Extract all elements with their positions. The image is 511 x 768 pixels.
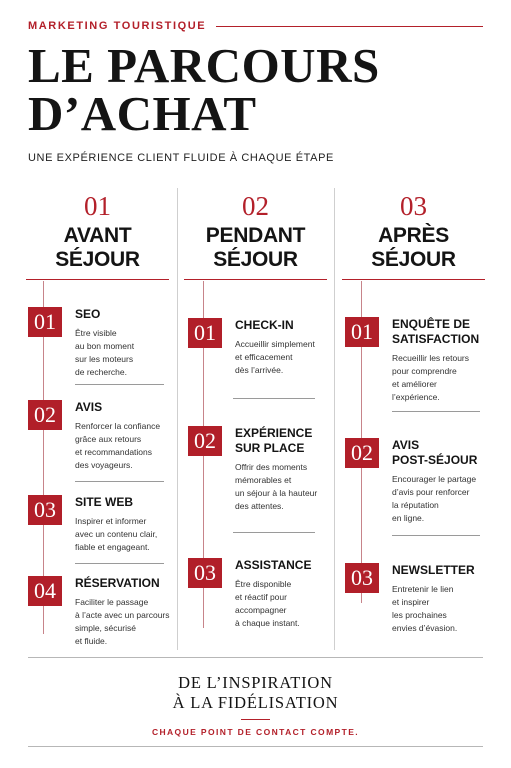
step-title xyxy=(75,307,175,322)
step-title-line: POST-SÉJOUR xyxy=(392,453,478,467)
step-text-line: Renforcer la confiance xyxy=(75,421,161,431)
step-number-badge: 01 xyxy=(28,307,62,337)
step-text-line: simple, sécurisé xyxy=(75,623,136,633)
column-title-line-1: APRÈS xyxy=(378,224,449,247)
step-text-line: et fluide. xyxy=(75,636,108,646)
step-title-line: SATISFACTION xyxy=(392,332,480,346)
step-text-line: Accueillir simplement xyxy=(235,339,315,349)
footer-bottom-rule xyxy=(28,746,483,747)
column-title-line-2: SÉJOUR xyxy=(371,248,456,271)
column-header-rule xyxy=(342,279,485,280)
column-header-rule xyxy=(26,279,169,280)
step-body xyxy=(75,400,175,472)
page-title xyxy=(28,38,380,141)
header-kicker-row xyxy=(28,20,483,32)
step-description xyxy=(75,596,175,648)
step-text-line: au bon moment xyxy=(75,341,135,351)
step-text-line: Inspirer et informer xyxy=(75,516,147,526)
step-title-line: NEWSLETTER xyxy=(392,563,475,577)
step-text-line: la réputation xyxy=(392,500,439,510)
step-body xyxy=(235,318,335,377)
step-text-line: Offrir des moments xyxy=(235,462,308,472)
step-text-line: Faciliter le passage xyxy=(75,597,149,607)
column-after-stay xyxy=(342,192,485,272)
column-title-line-1: PENDANT xyxy=(205,224,306,247)
step-title-line: SUR PLACE xyxy=(235,441,305,455)
step-title xyxy=(75,576,175,591)
step-title xyxy=(75,495,175,510)
step-text-line: à chaque instant. xyxy=(235,618,300,628)
column-before-stay xyxy=(26,192,169,272)
step-title xyxy=(392,563,492,578)
step-text-line: Recueillir les retours xyxy=(392,353,469,363)
page-subtitle: UNE EXPÉRIENCE CLIENT FLUIDE À CHAQUE ÉTAPE xyxy=(28,152,334,164)
step-number-badge: 02 xyxy=(188,426,222,456)
step-body xyxy=(75,576,175,648)
step-text-line: et efficacement xyxy=(235,352,293,362)
step-text-line: des attentes. xyxy=(235,501,284,511)
step-title-line: SEO xyxy=(75,307,101,321)
column-title-line-2: SÉJOUR xyxy=(213,248,298,271)
kicker-rule xyxy=(216,26,483,27)
step-text-line: d’avis pour renforcer xyxy=(392,487,470,497)
step-text-line: dès l’arrivée. xyxy=(235,365,284,375)
step-title-line: EXPÉRIENCE xyxy=(235,426,313,440)
step-description xyxy=(392,352,492,404)
column-header-rule xyxy=(184,279,327,280)
column-header xyxy=(342,192,485,272)
step-text-line: et améliorer xyxy=(392,379,437,389)
step-text-line: en ligne. xyxy=(392,513,425,523)
step-number-badge: 03 xyxy=(28,495,62,525)
footer-title-line-1: DE L’INSPIRATION xyxy=(178,673,333,692)
column-title xyxy=(184,224,327,272)
step-description xyxy=(392,583,492,635)
step-separator xyxy=(392,411,480,412)
footer-accent-rule xyxy=(241,719,270,720)
page-title-line-1: LE PARCOURS xyxy=(28,38,380,93)
step-text-line: à l’acte avec un parcours xyxy=(75,610,170,620)
step-title xyxy=(392,438,492,468)
step-separator xyxy=(233,398,315,399)
column-number: 03 xyxy=(400,191,427,221)
step-title-line: AVIS xyxy=(392,438,420,452)
page-title-line-2: D’ACHAT xyxy=(28,86,257,141)
step-title-line: SITE WEB xyxy=(75,495,134,509)
step-number-badge: 03 xyxy=(188,558,222,588)
step-title-line: RÉSERVATION xyxy=(75,576,160,590)
step-text-line: mémorables et xyxy=(235,475,292,485)
footer-title xyxy=(0,673,511,713)
column-title-line-1: AVANT xyxy=(63,224,132,247)
step-description xyxy=(235,461,335,513)
step-text-line: envies d’évasion. xyxy=(392,623,458,633)
step-text-line: les prochaines xyxy=(392,610,447,620)
column-title-line-2: SÉJOUR xyxy=(55,248,140,271)
footer-title-line-2: À LA FIDÉLISATION xyxy=(172,693,339,712)
step-title-line: CHECK-IN xyxy=(235,318,294,332)
step-title-line: ASSISTANCE xyxy=(235,558,312,572)
step-description xyxy=(235,578,335,630)
column-number: 01 xyxy=(84,191,111,221)
step-body xyxy=(392,563,492,635)
step-body xyxy=(392,438,492,525)
step-text-line: avec un contenu clair, xyxy=(75,529,158,539)
step-title xyxy=(75,400,175,415)
step-text-line: Être visible xyxy=(75,328,117,338)
step-title xyxy=(235,318,335,333)
step-description xyxy=(75,515,175,554)
step-text-line: pour comprendre xyxy=(392,366,457,376)
step-number-badge: 02 xyxy=(28,400,62,430)
step-body xyxy=(75,495,175,554)
step-body xyxy=(235,558,335,630)
step-title-line: AVIS xyxy=(75,400,103,414)
step-separator xyxy=(392,535,480,536)
footer-tagline: CHAQUE POINT DE CONTACT COMPTE. xyxy=(151,727,360,737)
step-title xyxy=(235,558,335,573)
step-description xyxy=(235,338,335,377)
step-number-badge: 01 xyxy=(188,318,222,348)
step-description xyxy=(392,473,492,525)
step-text-line: et inspirer xyxy=(392,597,430,607)
step-separator xyxy=(75,384,164,385)
step-number-badge: 04 xyxy=(28,576,62,606)
step-text-line: sur les moteurs xyxy=(75,354,134,364)
column-during-stay xyxy=(184,192,327,272)
step-description xyxy=(75,327,175,379)
step-title xyxy=(392,317,492,347)
step-text-line: un séjour à la hauteur xyxy=(235,488,318,498)
column-header xyxy=(26,192,169,272)
step-title-line: ENQUÊTE DE xyxy=(392,317,471,331)
step-text-line: de recherche. xyxy=(75,367,127,377)
step-number-badge: 03 xyxy=(345,563,379,593)
step-text-line: et réactif pour xyxy=(235,592,287,602)
footer-top-rule xyxy=(28,657,483,658)
step-separator xyxy=(75,481,164,482)
column-title xyxy=(342,224,485,272)
kicker: MARKETING TOURISTIQUE xyxy=(28,20,207,32)
step-text-line: fiable et engageant. xyxy=(75,542,150,552)
step-text-line: Entretenir le lien xyxy=(392,584,454,594)
step-text-line: Être disponible xyxy=(235,579,292,589)
step-separator xyxy=(75,563,164,564)
step-text-line: Encourager le partage xyxy=(392,474,477,484)
step-body xyxy=(392,317,492,404)
step-text-line: et recommandations xyxy=(75,447,153,457)
step-number-badge: 02 xyxy=(345,438,379,468)
step-title xyxy=(235,426,335,456)
step-text-line: l’expérience. xyxy=(392,392,440,402)
column-divider-1 xyxy=(177,188,178,650)
step-text-line: des voyageurs. xyxy=(75,460,133,470)
column-header xyxy=(184,192,327,272)
column-number: 02 xyxy=(242,191,269,221)
column-title xyxy=(26,224,169,272)
step-text-line: accompagner xyxy=(235,605,287,615)
step-description xyxy=(75,420,175,472)
step-separator xyxy=(233,532,315,533)
step-body xyxy=(235,426,335,513)
step-body xyxy=(75,307,175,379)
step-text-line: grâce aux retours xyxy=(75,434,142,444)
step-number-badge: 01 xyxy=(345,317,379,347)
